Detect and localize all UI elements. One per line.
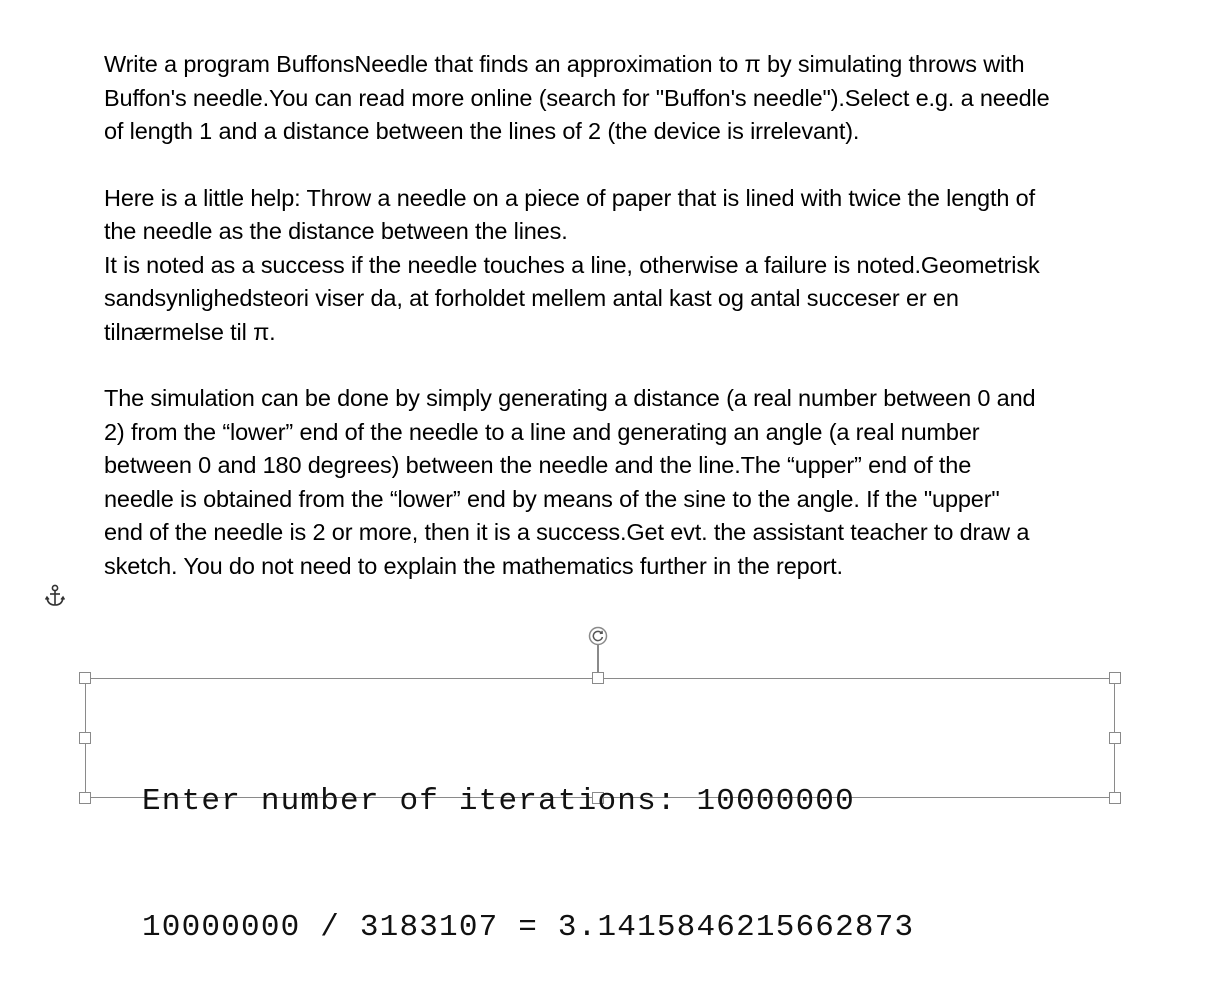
text-line: 2) from the “lower” end of the needle to a line and generating an angle (a real number	[104, 418, 980, 445]
resize-handle-middle-left[interactable]	[79, 732, 91, 744]
text-line: end of the needle is 2 or more, then it is a success.Get evt. the assistant teacher to draw a	[104, 519, 1030, 545]
text-line: Write a program BuffonsNeedle that finds an approximation to π by simulating throws with	[104, 51, 1025, 77]
text-line: needle is obtained from the “lower” end by means of the sine to the angle. If the "upper"	[104, 485, 1000, 512]
rotate-handle-icon[interactable]	[588, 626, 608, 646]
text-line: Buffon's needle.You can read more online (search for "Buffon's needle").Select e.g. a needle	[104, 84, 1050, 111]
text-line: the needle as the distance between the lines.	[104, 218, 568, 244]
text-line: Here is a little help: Throw a needle on a piece of paper that is lined with twice the length of	[104, 184, 1035, 211]
resize-handle-top-left[interactable]	[79, 672, 91, 684]
text-line: tilnærmelse til π.	[104, 318, 276, 345]
rotate-handle-stem	[597, 644, 599, 674]
resize-handle-bottom-right[interactable]	[1109, 792, 1121, 804]
text-line: sketch. You do not need to explain the mathematics further in the report.	[104, 552, 843, 579]
resize-handle-top-right[interactable]	[1109, 672, 1121, 684]
resize-handle-bottom-left[interactable]	[79, 792, 91, 804]
resize-handle-top-center[interactable]	[592, 672, 604, 684]
text-line: The simulation can be done by simply generating a distance (a real number between 0 and	[104, 385, 1036, 411]
text-line: sandsynlighedsteori viser da, at forholdet mellem antal kast og antal succeser er en	[104, 285, 959, 311]
text-line: between 0 and 180 degrees) between the needle and the line.The “upper” end of the	[104, 452, 972, 478]
anchor-icon[interactable]	[44, 584, 66, 612]
resize-handle-middle-right[interactable]	[1109, 732, 1121, 744]
document-body	[104, 48, 1134, 583]
program-output	[142, 697, 914, 991]
paragraph-simulation	[104, 382, 1134, 583]
paragraph-intro	[104, 48, 1134, 149]
text-line: of length 1 and a distance between the lines of 2 (the device is irrelevant).	[104, 118, 860, 144]
text-line: It is noted as a success if the needle touches a line, otherwise a failure is noted.Geometrisk	[104, 251, 1040, 278]
paragraph-help	[104, 182, 1134, 350]
output-result-line: 10000000 / 3183107 = 3.1415846215662873	[142, 910, 915, 945]
output-prompt-line: Enter number of iterations: 10000000	[142, 784, 855, 819]
